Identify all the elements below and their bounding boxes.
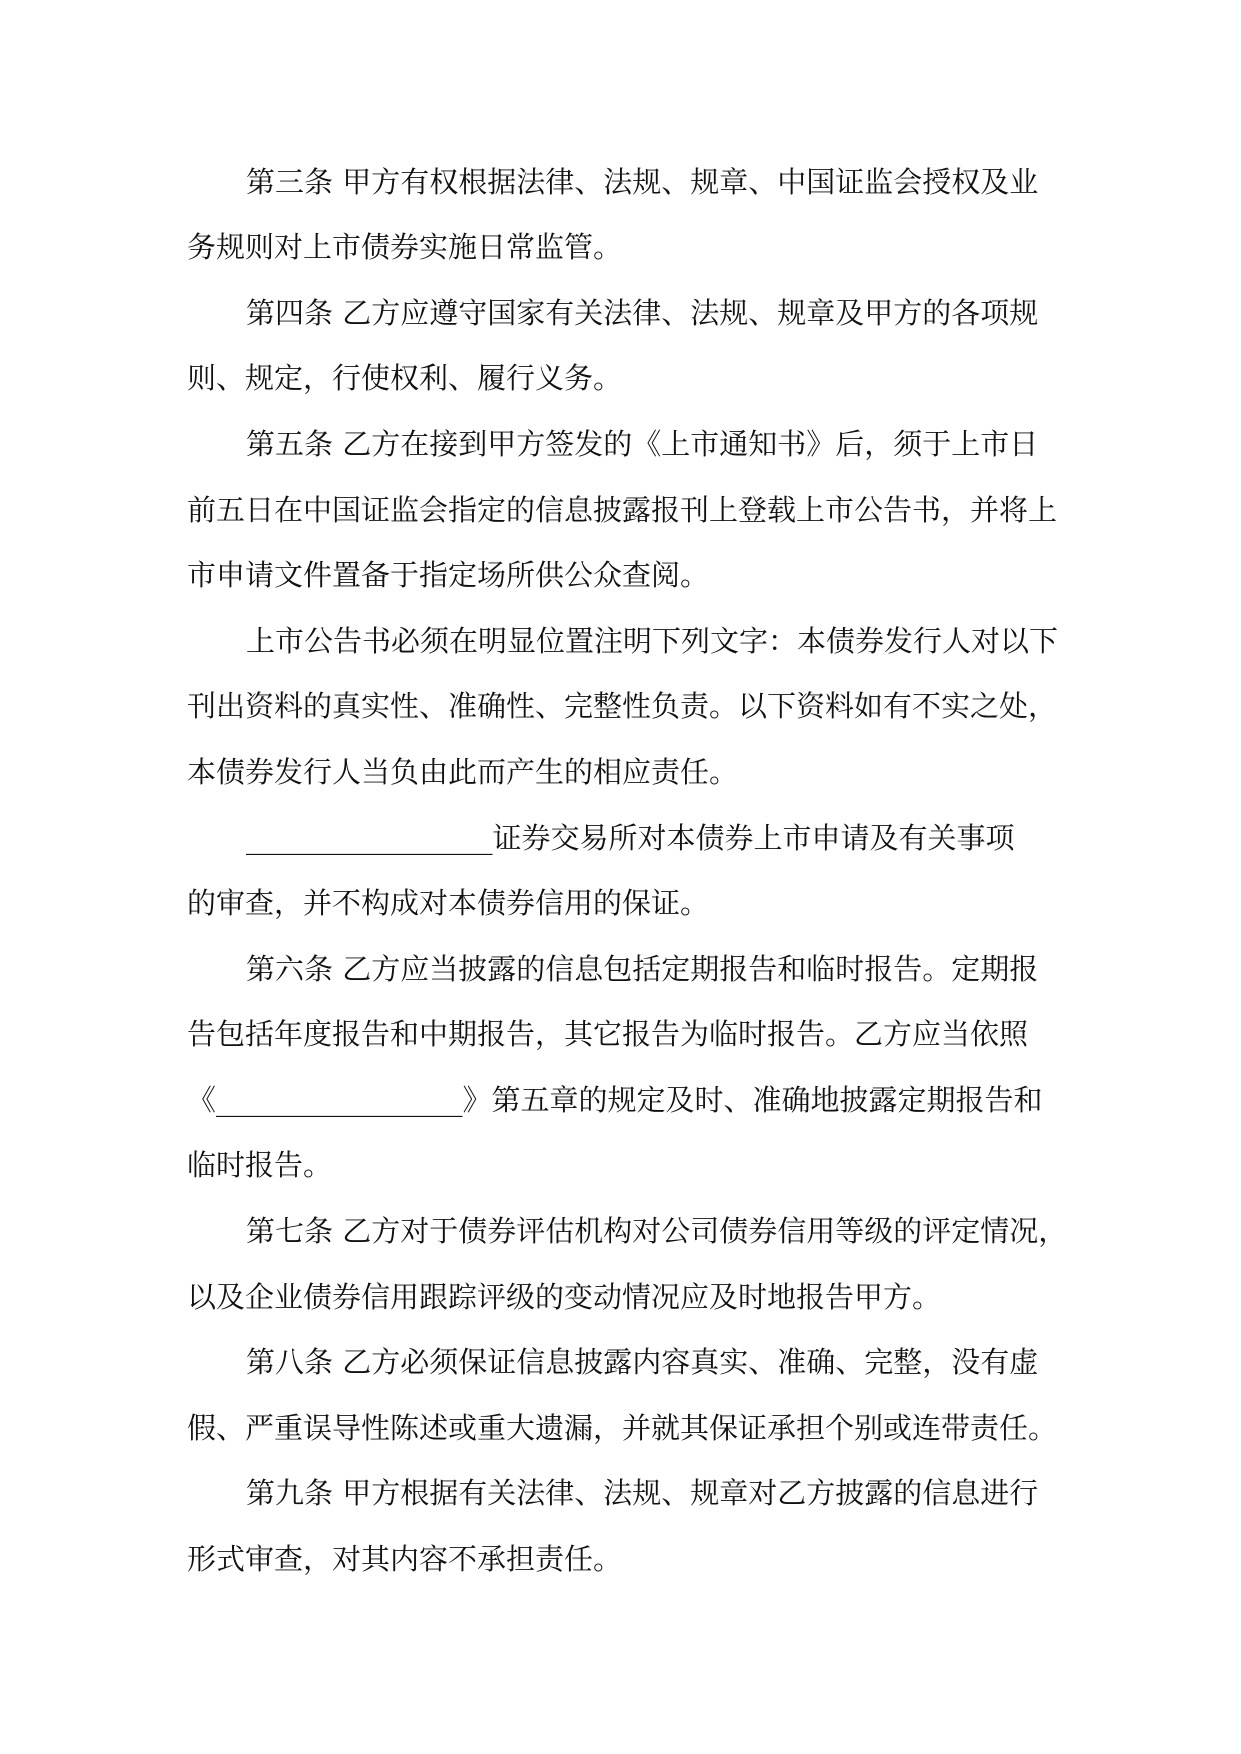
article-6-line-2: 告包括年度报告和中期报告，其它报告为临时报告。乙方应当依照: [187, 1017, 1029, 1051]
article-8-line-1: 第八条 乙方必须保证信息披露内容真实、准确、完整，没有虚: [246, 1345, 1039, 1379]
article-5-line-3: 市申请文件置备于指定场所供公众查阅。: [187, 558, 710, 592]
article-8-line-2: 假、严重误导性陈述或重大遗漏，并就其保证承担个别或连带责任。: [187, 1411, 1058, 1445]
exchange-disclaimer-line-2: 的审查，并不构成对本债券信用的保证。: [187, 886, 710, 920]
notice-line-1: 上市公告书必须在明显位置注明下列文字：本债券发行人对以下: [246, 624, 1059, 658]
article-3-line-2: 务规则对上市债券实施日常监管。: [187, 230, 623, 264]
article-6-line-1: 第六条 乙方应当披露的信息包括定期报告和临时报告。定期报: [246, 952, 1039, 986]
article-4-line-2: 则、规定，行使权利、履行义务。: [187, 361, 623, 395]
article-5-line-2: 前五日在中国证监会指定的信息披露报刊上登载上市公告书，并将上: [187, 493, 1058, 527]
article-3-line-1: 第三条 甲方有权根据法律、法规、规章、中国证监会授权及业: [246, 165, 1039, 199]
article-7-line-1: 第七条 乙方对于债券评估机构对公司债券信用等级的评定情况，: [246, 1214, 1068, 1248]
article-6-line-4: 临时报告。: [187, 1148, 333, 1182]
article-9-line-1: 第九条 甲方根据有关法律、法规、规章对乙方披露的信息进行: [246, 1476, 1039, 1510]
article-7-line-2: 以及企业债券信用跟踪评级的变动情况应及时地报告甲方。: [187, 1280, 942, 1314]
article-6-line-3: 《_________________》第五章的规定及时、准确地披露定期报告和: [187, 1083, 1043, 1117]
exchange-disclaimer-line-1: _________________证券交易所对本债券上市申请及有关事项: [246, 821, 1015, 855]
notice-line-2: 刊出资料的真实性、准确性、完整性负责。以下资料如有不实之处，: [187, 689, 1058, 723]
article-4-line-1: 第四条 乙方应遵守国家有关法律、法规、规章及甲方的各项规: [246, 296, 1039, 330]
notice-line-3: 本债券发行人当负由此而产生的相应责任。: [187, 755, 739, 789]
article-5-line-1: 第五条 乙方在接到甲方签发的《上市通知书》后，须于上市日: [246, 427, 1039, 461]
article-9-line-2: 形式审查，对其内容不承担责任。: [187, 1542, 623, 1576]
